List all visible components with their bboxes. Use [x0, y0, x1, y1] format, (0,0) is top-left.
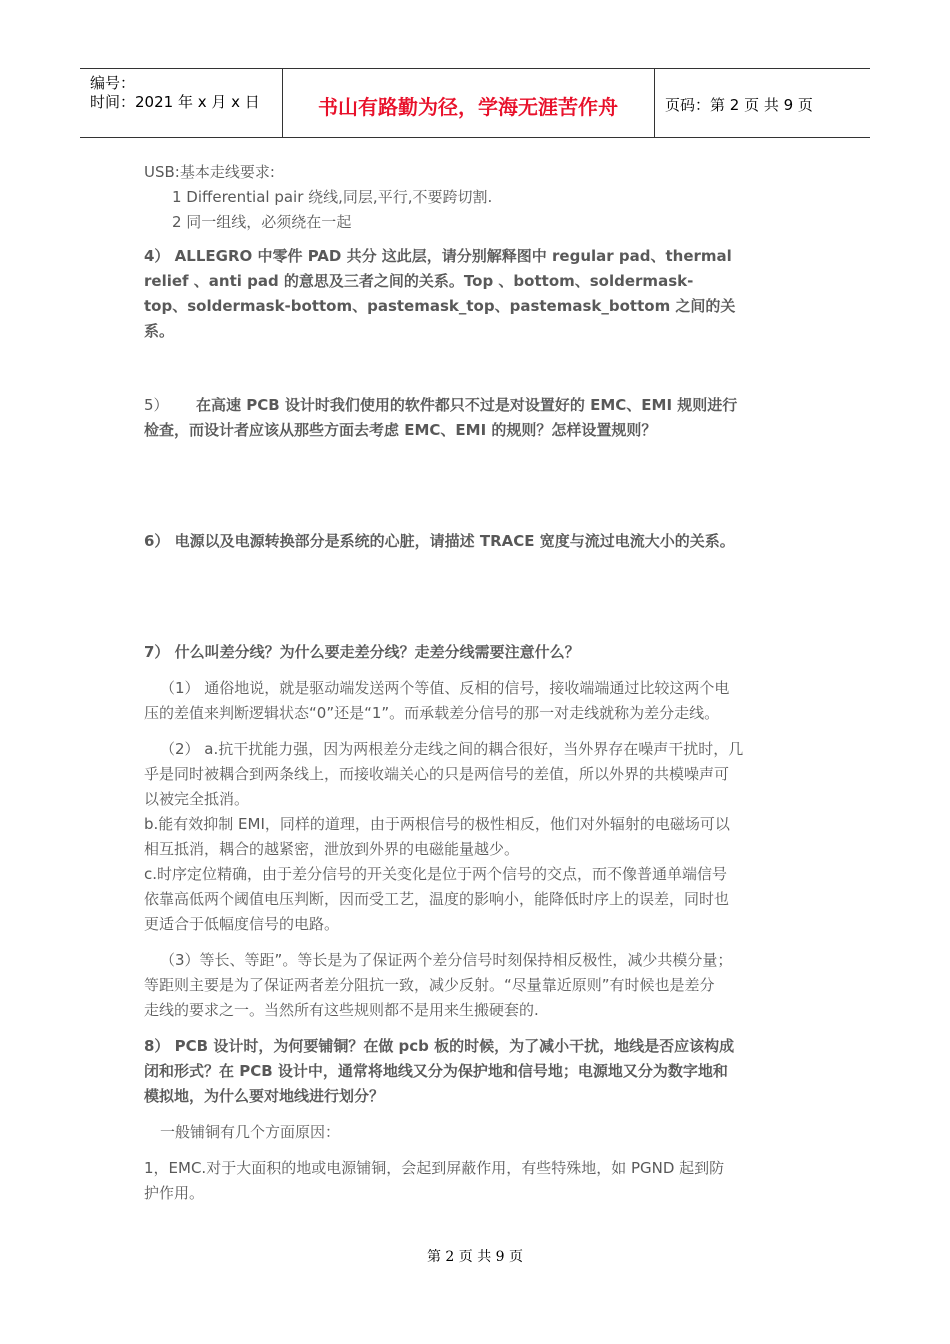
answer-7-2-line-1: （2） a.抗干扰能力强，因为两根差分走线之间的耦合很好，当外界存在噪声干扰时，几 — [160, 740, 744, 758]
question-4-line-4: 系。 — [144, 322, 175, 340]
question-6: 6） 电源以及电源转换部分是系统的心脏，请描述 TRACE 宽度与流过电流大小的关系。 — [144, 532, 735, 550]
document-body — [144, 160, 810, 1206]
page-footer: 第 2 页 共 9 页 — [426, 1249, 524, 1265]
number-label: 编号： — [90, 74, 136, 92]
answer-7-3-line-1: （3）等长、等距”。等长是为了保证两个差分信号时刻保持相反极性，减少共模分量； — [160, 951, 733, 969]
answer-7-2-line-8: 更适合于低幅度信号的电路。 — [144, 915, 340, 933]
usb-item-2: 2 同一组线，必须绕在一起 — [172, 213, 352, 231]
question-7: 7） 什么叫差分线？为什么要走差分线？走差分线需要注意什么？ — [144, 643, 580, 661]
question-8-line-2: 闭和形式？在 PCB 设计中，通常将地线又分为保护地和信号地；电源地又分为数字地和 — [144, 1062, 728, 1080]
header-page-info: 页码：第 2 页 共 9 页 — [665, 96, 813, 114]
answer-7-2-line-7: 依靠高低两个阈值电压判断，因而受工艺，温度的影响小，能降低时序上的误差，同时也 — [144, 890, 730, 908]
usb-title: USB:基本走线要求: — [144, 163, 275, 181]
answer-8-1-line-1: 1，EMC.对于大面积的地或电源铺铜，会起到屏蔽作用，有些特殊地，如 PGND 起到防 — [144, 1159, 725, 1177]
question-5-line-2: 检查，而设计者应该从那些方面去考虑 EMC、EMI 的规则？怎样设置规则？ — [144, 421, 657, 439]
answer-7-1-line-1: （1） 通俗地说，就是驱动端发送两个等值、反相的信号，接收端端通过比较这两个电 — [160, 679, 730, 697]
header-motto-cell — [282, 69, 655, 137]
motto-text: 书山有路勤为径，学海无涯苦作舟 — [318, 95, 618, 119]
page-header — [80, 68, 870, 138]
answer-7-2-line-3: 以被完全抵消。 — [144, 790, 250, 808]
question-5-line-1 — [144, 393, 810, 418]
question-4-line-1: 4） ALLEGRO 中零件 PAD 共分 这此层，请分别解释图中 regular pad、thermal — [144, 247, 732, 265]
question-5-text-1: 在高速 PCB 设计时我们使用的软件都只不过是对设置好的 EMC、EMI 规则进行 — [196, 396, 738, 414]
question-5-number: 5） — [144, 396, 169, 414]
answer-7-2-line-6: c.时序定位精确，由于差分信号的开关变化是位于两个信号的交点，而不像普通单端信号 — [144, 865, 728, 883]
answer-7-1-line-2: 压的差值来判断逻辑状态“0”还是“1”。而承载差分信号的那一对走线就称为差分走线。 — [144, 704, 720, 722]
answer-7-2-line-2: 乎是同时被耦合到两条线上，而接收端关心的只是两信号的差值，所以外界的共模噪声可 — [144, 765, 730, 783]
question-4-line-2: relief 、anti pad 的意思及三者之间的关系。Top 、bottom、soldermask- — [144, 272, 694, 290]
header-left-cell — [80, 69, 283, 137]
answer-7-2-line-4: b.能有效抑制 EMI，同样的道理，由于两根信号的极性相反，他们对外辐射的电磁场可以 — [144, 815, 730, 833]
answer-7-2-line-5: 相互抵消，耦合的越紧密，泄放到外界的电磁能量越少。 — [144, 840, 520, 858]
answer-7-3-line-3: 走线的要求之一。当然所有这些规则都不是用来生搬硬套的. — [144, 1001, 539, 1019]
header-page-cell — [655, 69, 870, 137]
time-label: 时间：2021 年 x 月 x 日 — [90, 93, 260, 111]
question-8-line-1: 8） PCB 设计时，为何要铺铜？在做 pcb 板的时候，为了减小干扰，地线是否应该构成 — [144, 1037, 735, 1055]
usb-item-1: 1 Differential pair 绕线,同层,平行,不要跨切割. — [172, 188, 493, 206]
question-4-line-3: top、soldermask-bottom、pastemask_top、pastemask_bottom 之间的关 — [144, 297, 736, 315]
answer-8-intro: 一般铺铜有几个方面原因： — [160, 1123, 341, 1141]
answer-8-1-line-2: 护作用。 — [144, 1184, 205, 1202]
answer-7-3-line-2: 等距则主要是为了保证两者差分阻抗一致，减少反射。“尽量靠近原则”有时候也是差分 — [144, 976, 715, 994]
question-8-line-3: 模拟地，为什么要对地线进行划分？ — [144, 1087, 385, 1105]
